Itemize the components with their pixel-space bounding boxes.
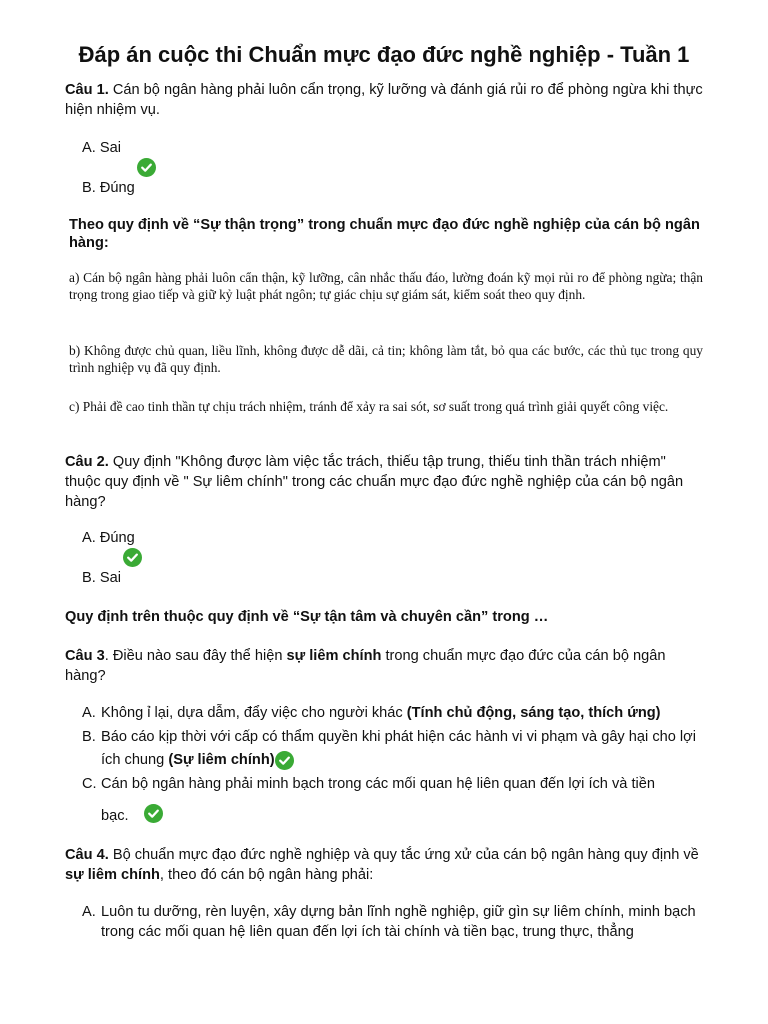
question-3-number: Câu 3 [65, 648, 105, 664]
explanation-1-b: b) Không được chủ quan, liều lĩnh, không được dễ dãi, cả tin; không làm tắt, bỏ qua các bước, các thủ tục trong quy trình nghiệp vụ đã quy định. [69, 343, 703, 375]
question-3-option-c [82, 773, 702, 796]
option-label: A. [82, 904, 96, 920]
question-2 [65, 452, 705, 512]
question-1 [65, 80, 705, 120]
option-label: C. [82, 776, 97, 792]
question-2-text: Quy định "Không được làm việc tắc trách, thiếu tập trung, thiếu tinh thần trách nhiệm" thuộc quy định về " Sự liêm chính" trong các chuẩn mực đạo đức nghề nghiệp của cán bộ ngân hàng? [65, 454, 684, 510]
question-1-option-a: A. Sai [82, 140, 121, 156]
question-4-text-pre: Bộ chuẩn mực đạo đức nghề nghiệp và quy tắc ứng xử của cán bộ ngân hàng quy định về [108, 847, 699, 863]
option-text: Luôn tu dưỡng, rèn luyện, xây dựng bản lĩnh nghề nghiệp, giữ gìn sự liêm chính, minh bạch trong các mối quan hệ liên quan đến lợi ích tài chính và tiền bạc, trung thực, thẳng [101, 904, 696, 940]
option-text: bạc. [101, 808, 129, 824]
question-1-option-b: B. Đúng [82, 180, 135, 196]
question-4-option-a [82, 902, 702, 942]
explanation-1-heading: Theo quy định về “Sự thận trọng” trong chuẩn mực đạo đức nghề nghiệp của cán bộ ngân hàng: [69, 217, 700, 251]
question-3-option-a [82, 702, 702, 725]
question-3-option-b [82, 726, 702, 772]
option-label: B. [82, 729, 96, 745]
option-note: (Tính chủ động, sáng tạo, thích ứng) [406, 705, 661, 721]
question-4-text-bold: sự liêm chính [65, 867, 160, 883]
question-2-note: Quy định trên thuộc quy định về “Sự tận tâm và chuyên cần” trong … [65, 609, 549, 625]
question-1-text: Cán bộ ngân hàng phải luôn cẩn trọng, kỹ lưỡng và đánh giá rủi ro để phòng ngừa khi thực hiện nhiệm vụ. [65, 82, 703, 118]
option-label: A. [82, 705, 96, 721]
question-4 [65, 845, 705, 885]
question-3 [65, 646, 705, 686]
option-text: Báo cáo kịp thời với cấp có thẩm quyền khi phát hiện các hành vi vi phạm và gây hại cho lợi ích chung [101, 729, 696, 768]
check-icon [275, 751, 294, 770]
question-3-option-c-continued [101, 806, 129, 826]
explanation-1-a: a) Cán bộ ngân hàng phải luôn cẩn thận, kỹ lưỡng, cân nhắc thấu đáo, lường đoán kỹ mọi rủi ro để phòng ngừa; thận trọng trong giao tiếp và giữ kỷ luật phát ngôn; tự giác chịu sự giám sát, kiểm soát theo quy định. [69, 270, 703, 302]
page-title: Đáp án cuộc thi Chuẩn mực đạo đức nghề nghiệp - Tuần 1 [78, 42, 690, 67]
option-text: Không ỉ lại, dựa dẫm, đẩy việc cho người khác [101, 705, 407, 721]
question-3-text-post: trong chuẩn mực đạo đức của cán bộ ngân hàng? [65, 648, 666, 684]
question-4-text-post: , theo đó cán bộ ngân hàng phải: [159, 867, 374, 883]
question-3-text-bold: sự liêm chính [286, 648, 382, 664]
option-text: Cán bộ ngân hàng phải minh bạch trong các mối quan hệ liên quan đến lợi ích và tiền [101, 776, 655, 792]
question-2-number: Câu 2. [65, 454, 109, 470]
question-2-option-a: A. Đúng [82, 530, 135, 546]
question-3-text-pre: . Điều nào sau đây thể hiện [104, 648, 287, 664]
option-note: (Sự liêm chính) [168, 752, 275, 768]
explanation-1-c: c) Phải đề cao tinh thần tự chịu trách nhiệm, tránh để xảy ra sai sót, sơ suất trong quá trình giải quyết công việc. [69, 399, 669, 414]
question-1-number: Câu 1. [65, 82, 109, 98]
question-2-option-b: B. Sai [82, 570, 121, 586]
check-icon [123, 548, 142, 567]
check-icon [137, 158, 156, 177]
question-4-number: Câu 4. [65, 847, 109, 863]
check-icon [144, 804, 163, 823]
